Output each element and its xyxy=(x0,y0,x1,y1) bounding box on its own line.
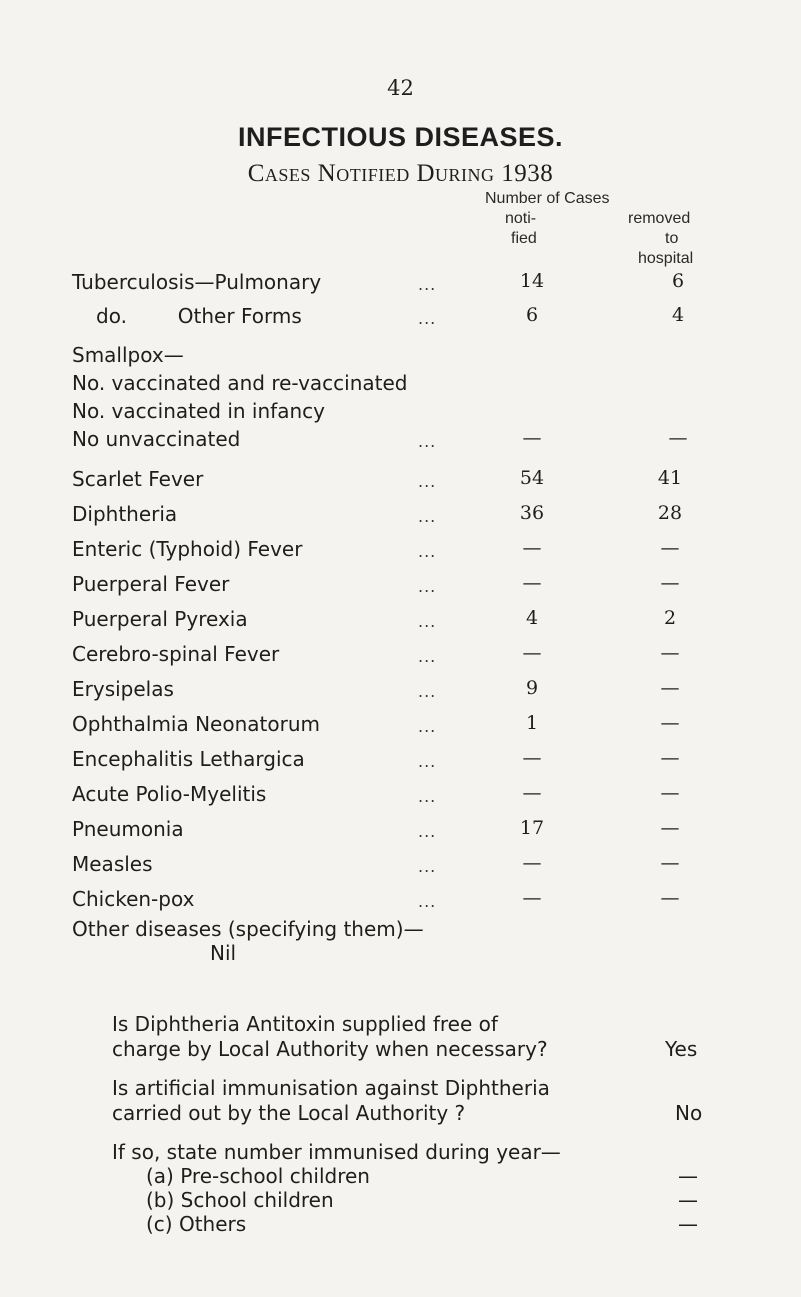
leader-dots: ... xyxy=(418,309,437,328)
table-group-header: Number of Cases xyxy=(485,190,610,207)
notified-value: 14 xyxy=(519,270,545,292)
removed-value: — xyxy=(660,747,680,769)
page-number: 42 xyxy=(387,76,414,100)
column-header-notified: noti- xyxy=(505,210,537,227)
notified-value: — xyxy=(522,782,542,804)
row-label: Tuberculosis—Pulmonary xyxy=(72,270,322,294)
leader-dots: ... xyxy=(418,647,437,666)
row-label: Scarlet Fever xyxy=(72,467,204,491)
question-antitoxin-line2: charge by Local Authority when necessary? xyxy=(112,1037,548,1061)
answer-antitoxin: Yes xyxy=(665,1037,698,1061)
leader-dots: ... xyxy=(418,787,437,806)
page-title: INFECTIOUS DISEASES. xyxy=(237,122,564,152)
notified-value: 36 xyxy=(519,502,545,524)
row-label: Acute Polio-Myelitis xyxy=(72,782,267,806)
removed-value: 28 xyxy=(657,502,683,524)
row-label: Enteric (Typhoid) Fever xyxy=(72,537,303,561)
column-header-removed-line3: hospital xyxy=(638,250,694,267)
leader-dots: ... xyxy=(418,752,437,771)
answer-school-children: — xyxy=(678,1188,698,1212)
row-label: Diphtheria xyxy=(72,502,178,526)
leader-dots: ... xyxy=(418,682,437,701)
row-label: Smallpox— xyxy=(72,343,184,367)
notified-value: — xyxy=(522,537,542,559)
row-label: No. vaccinated in infancy xyxy=(72,399,325,423)
row-label: Other diseases (specifying them)— xyxy=(72,917,424,941)
row-label: No. vaccinated and re-vaccinated xyxy=(72,371,408,395)
column-header-removed-line2: to xyxy=(665,230,679,247)
question-immunisation: Is artificial immunisation against Diphtheria xyxy=(112,1076,550,1100)
column-header-notified-line2: fied xyxy=(511,230,537,247)
leader-dots: ... xyxy=(418,472,437,491)
leader-dots: ... xyxy=(418,275,437,294)
removed-value: 2 xyxy=(663,607,677,629)
row-label: No unvaccinated xyxy=(72,427,241,451)
row-label: Ophthalmia Neonatorum xyxy=(72,712,320,736)
row-label: Pneumonia xyxy=(72,817,184,841)
row-label: Encephalitis Lethargica xyxy=(72,747,305,771)
notified-value: — xyxy=(522,747,542,769)
answer-others: — xyxy=(678,1212,698,1236)
question-antitoxin: Is Diphtheria Antitoxin supplied free of xyxy=(112,1012,498,1036)
removed-value: — xyxy=(660,572,680,594)
notified-value: — xyxy=(522,427,542,449)
leader-dots: ... xyxy=(418,612,437,631)
notified-value: — xyxy=(522,887,542,909)
notified-value: 6 xyxy=(525,304,539,326)
leader-dots: ... xyxy=(418,577,437,596)
notified-value: 9 xyxy=(525,677,539,699)
leader-dots: ... xyxy=(418,717,437,736)
row-label: Erysipelas xyxy=(72,677,174,701)
removed-value: — xyxy=(660,852,680,874)
notified-value: 54 xyxy=(519,467,545,489)
row-label: do. Other Forms xyxy=(96,304,302,328)
question-number-immunised: If so, state number immunised during year— xyxy=(112,1140,561,1164)
notified-value: — xyxy=(522,572,542,594)
item-pre-school: (a) Pre-school children xyxy=(146,1164,370,1188)
row-label: Puerperal Fever xyxy=(72,572,230,596)
row-label: Puerperal Pyrexia xyxy=(72,607,248,631)
removed-value: — xyxy=(660,817,680,839)
leader-dots: ... xyxy=(418,542,437,561)
notified-value: — xyxy=(522,642,542,664)
removed-value: — xyxy=(660,887,680,909)
removed-value: — xyxy=(660,642,680,664)
leader-dots: ... xyxy=(418,892,437,911)
removed-value: 6 xyxy=(671,270,685,292)
answer-immunisation: No xyxy=(675,1101,703,1125)
removed-value: — xyxy=(660,712,680,734)
row-label: Measles xyxy=(72,852,153,876)
removed-value: 41 xyxy=(657,467,683,489)
item-others: (c) Others xyxy=(146,1212,247,1236)
column-header-removed: removed xyxy=(628,210,691,227)
item-school-children: (b) School children xyxy=(146,1188,334,1212)
leader-dots: ... xyxy=(418,822,437,841)
removed-value: — xyxy=(660,782,680,804)
notified-value: — xyxy=(522,852,542,874)
row-label: Chicken-pox xyxy=(72,887,195,911)
question-immunisation-line2: carried out by the Local Authority ? xyxy=(112,1101,466,1125)
page-subtitle: Cases Notified During 1938 xyxy=(247,160,554,187)
removed-value: — xyxy=(660,537,680,559)
notified-value: 4 xyxy=(525,607,539,629)
row-label: Nil xyxy=(210,941,237,965)
leader-dots: ... xyxy=(418,857,437,876)
answer-pre-school: — xyxy=(678,1164,698,1188)
leader-dots: ... xyxy=(418,507,437,526)
removed-value: — xyxy=(660,677,680,699)
row-label: Cerebro-spinal Fever xyxy=(72,642,280,666)
notified-value: 17 xyxy=(519,817,545,839)
notified-value: 1 xyxy=(525,712,539,734)
removed-value: — xyxy=(668,427,688,449)
leader-dots: ... xyxy=(418,432,437,451)
removed-value: 4 xyxy=(671,304,685,326)
